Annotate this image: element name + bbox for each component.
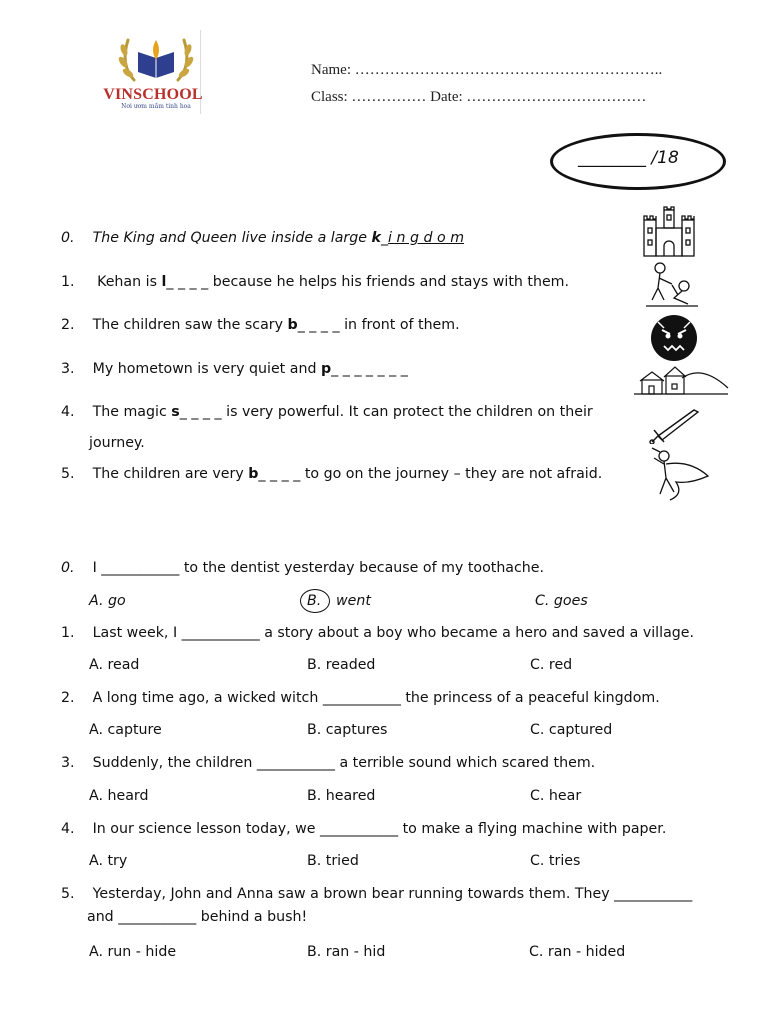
s2-item-0: [61, 560, 544, 576]
item-text-after: in front of them.: [339, 317, 460, 333]
first-letter: s: [171, 404, 180, 420]
item-text: In our science lesson today, we ___________ to make a flying machine with paper.: [92, 821, 667, 837]
item-text-after: because he helps his friends and stays with them.: [208, 274, 570, 290]
s2-item-1-option-b: B. readed: [307, 657, 376, 673]
s2-item-0-option-b-word: went: [336, 593, 371, 609]
s2-item-5-option-b: B. ran - hid: [307, 944, 386, 960]
s2-item-2: [61, 690, 660, 706]
laurel-book-icon: [112, 30, 200, 90]
s2-item-2-option-b: B. captures: [307, 722, 388, 738]
class-date-line: Class: …………… Date: ………………………………: [311, 89, 647, 105]
s2-item-2-option-a: A. capture: [89, 722, 162, 738]
item-number: 0.: [61, 230, 75, 246]
s2-item-5-continuation: and ___________ behind a bush!: [87, 909, 308, 925]
item-text: My hometown is very quiet and: [92, 361, 321, 377]
item-text: Last week, I ___________ a story about a boy who became a hero and saved a village.: [92, 625, 695, 641]
s2-item-0-option-a: A. go: [89, 593, 126, 609]
s2-item-0-option-c: C. goes: [535, 593, 588, 609]
castle-icon: [642, 206, 696, 258]
item-text: Yesterday, John and Anna saw a brown bear running towards them. They ___________: [92, 886, 693, 902]
s2-item-4: [61, 821, 666, 837]
answer-blanks: _ _ _ _: [179, 404, 222, 420]
answer-blanks: _ _ _ _: [258, 466, 301, 482]
s1-item-4: [61, 404, 593, 420]
school-logo: [103, 30, 203, 114]
s2-item-4-option-c: C. tries: [530, 853, 581, 869]
helping-hand-icon: [644, 260, 700, 310]
s1-item-4-continuation: journey.: [89, 435, 145, 451]
answer-blanks: _ _ _ _: [166, 274, 209, 290]
item-number: 5.: [61, 466, 75, 482]
superhero-icon: [640, 446, 710, 502]
first-letter: b: [248, 466, 259, 482]
answer-blanks: _ _ _ _ _ _ _: [331, 361, 408, 377]
item-text: Kehan is: [97, 274, 162, 290]
first-letter: p: [320, 361, 332, 377]
s2-item-3-option-a: A. heard: [89, 788, 149, 804]
item-number: 5.: [61, 886, 75, 902]
s1-item-0: 0. The King and Queen live inside a large k_i n g d o m: [61, 230, 465, 246]
item-number: 2.: [61, 690, 75, 706]
item-text: A long time ago, a wicked witch ___________ the princess of a peaceful kingdom.: [92, 690, 660, 706]
logo-name: VINSCHOOL: [103, 86, 203, 103]
first-letter: b: [287, 317, 298, 333]
item-number: 4.: [61, 821, 75, 837]
item-number: 1.: [61, 274, 75, 290]
item-text-after: to go on the journey – they are not afraid.: [300, 466, 603, 482]
s2-item-0-option-b: B.: [307, 593, 322, 609]
answer-blanks: _ _ _ _: [297, 317, 340, 333]
s2-item-5-option-a: A. run - hide: [89, 944, 177, 960]
item-number: 3.: [61, 755, 75, 771]
s2-item-2-option-c: C. captured: [530, 722, 613, 738]
item-text: The children saw the scary: [92, 317, 288, 333]
s1-item-2: [61, 317, 460, 333]
s2-item-5-option-c: C. ran - hided: [529, 944, 626, 960]
s2-item-5: [61, 886, 692, 902]
item-text: The King and Queen live inside a large: [92, 230, 372, 246]
item-text: I ___________ to the dentist yesterday because of my toothache.: [92, 560, 545, 576]
first-letter: k: [371, 230, 381, 246]
item-number: 3.: [61, 361, 75, 377]
item-number: 0.: [61, 560, 75, 576]
s2-item-3: [61, 755, 595, 771]
s2-item-3-option-c: C. hear: [530, 788, 582, 804]
s1-item-3: [61, 361, 408, 377]
logo-tagline: Nơi ươm mầm tinh hoa: [121, 103, 191, 110]
village-icon: [632, 364, 730, 398]
item-number: 2.: [61, 317, 75, 333]
item-number: 1.: [61, 625, 75, 641]
item-text: The magic: [92, 404, 172, 420]
monster-icon: [650, 314, 698, 362]
s2-item-3-option-b: B. heared: [307, 788, 376, 804]
s1-item-1: [61, 274, 569, 290]
s1-item-5: [61, 466, 602, 482]
answer-letters: i n g d o m: [388, 230, 465, 246]
s2-item-1: [61, 625, 694, 641]
score-text: ________ /18: [578, 148, 679, 168]
s2-item-1-option-c: C. red: [530, 657, 573, 673]
item-text: Suddenly, the children ___________ a terrible sound which scared them.: [92, 755, 596, 771]
item-text: The children are very: [92, 466, 249, 482]
sword-icon: [648, 404, 702, 444]
item-number: 4.: [61, 404, 75, 420]
s2-item-4-option-a: A. try: [89, 853, 128, 869]
item-text-after: is very powerful. It can protect the children on their: [221, 404, 593, 420]
first-letter: l: [161, 274, 167, 290]
s2-item-4-option-b: B. tried: [307, 853, 359, 869]
s2-item-1-option-a: A. read: [89, 657, 140, 673]
name-line: Name: ……………………………………………………..: [311, 62, 663, 78]
